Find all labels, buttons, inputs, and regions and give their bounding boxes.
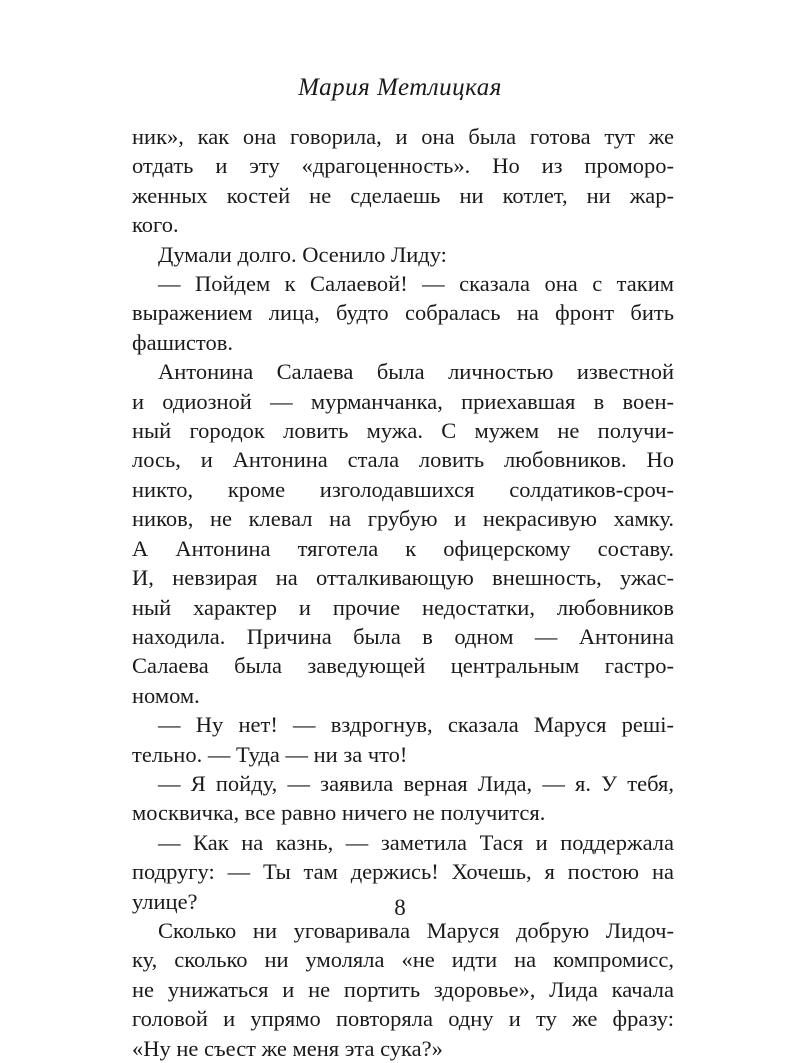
text-line: головой и упрямо повторяла одну и ту же фразу: xyxy=(132,1006,674,1032)
text-line: ников, не клевал на грубую и некрасивую хамку. xyxy=(132,506,674,532)
text-line: — Ну нет! — вздрогнув, сказала Маруся решi- xyxy=(158,712,674,738)
running-title: Мария Метлицкая xyxy=(298,74,502,101)
text-line: и одиозной — мурманчанка, приехавшая в воен- xyxy=(132,388,674,414)
text-line: — Я пойду, — заявила верная Лида, — я. У тебя, xyxy=(158,770,674,796)
body-text xyxy=(132,122,674,1063)
text-line: Салаева была заведующей центральным гастро- xyxy=(132,653,674,679)
text-line: номом. xyxy=(132,682,200,708)
text-line: ный характер и прочие недостатки, любовников xyxy=(132,594,674,620)
text-line: улице? xyxy=(132,888,198,914)
text-line: Сколько ни уговаривала Маруся добрую Лидоч- xyxy=(158,917,674,943)
text-line: Антонина Салаева была личностью известной xyxy=(158,359,674,385)
text-line: ник», как она говорила, и она была готова тут же xyxy=(132,124,674,149)
text-line: фашистов. xyxy=(132,329,233,355)
text-line: ку, сколько ни умоляла «не идти на компромисс, xyxy=(132,947,674,973)
text-line: не унижаться и не портить здоровье», Лида качала xyxy=(132,976,674,1002)
text-line: «Ну не съест же меня эта сука?» xyxy=(132,1035,443,1061)
text-line: выражением лица, будто собралась на фронт бить xyxy=(132,300,674,326)
text-line: ный городок ловить мужа. С мужем не получи- xyxy=(132,418,674,444)
text-line: — Пойдем к Салаевой! — сказала она с таким xyxy=(158,271,674,297)
text-line: кого. xyxy=(132,212,179,238)
page-number: 8 xyxy=(394,895,406,920)
text-line: находила. Причина была в одном — Антонина xyxy=(132,623,674,649)
text-line: тельно. — Туда — ни за что! xyxy=(132,741,408,767)
text-line: — Как на казнь, — заметила Тася и поддержала xyxy=(158,829,674,855)
text-line: подругу: — Ты там держись! Хочешь, я постою на xyxy=(132,859,674,885)
text-line: никто, кроме изголодавшихся солдатиков-сроч- xyxy=(132,476,674,502)
text-line: лось, и Антонина стала ловить любовников. Но xyxy=(132,447,674,473)
text-line: москвичка, все равно ничего не получится. xyxy=(132,800,546,826)
text-line: И, невзирая на отталкивающую внешность, ужас- xyxy=(132,565,674,591)
text-line: женных костей не сделаешь ни котлет, ни жар- xyxy=(132,182,674,208)
text-line: Думали долго. Осенило Лиду: xyxy=(158,241,447,267)
text-line: А Антонина тяготела к офицерскому составу. xyxy=(132,535,674,561)
text-line: отдать и эту «драгоценность». Но из проморо- xyxy=(132,153,674,179)
